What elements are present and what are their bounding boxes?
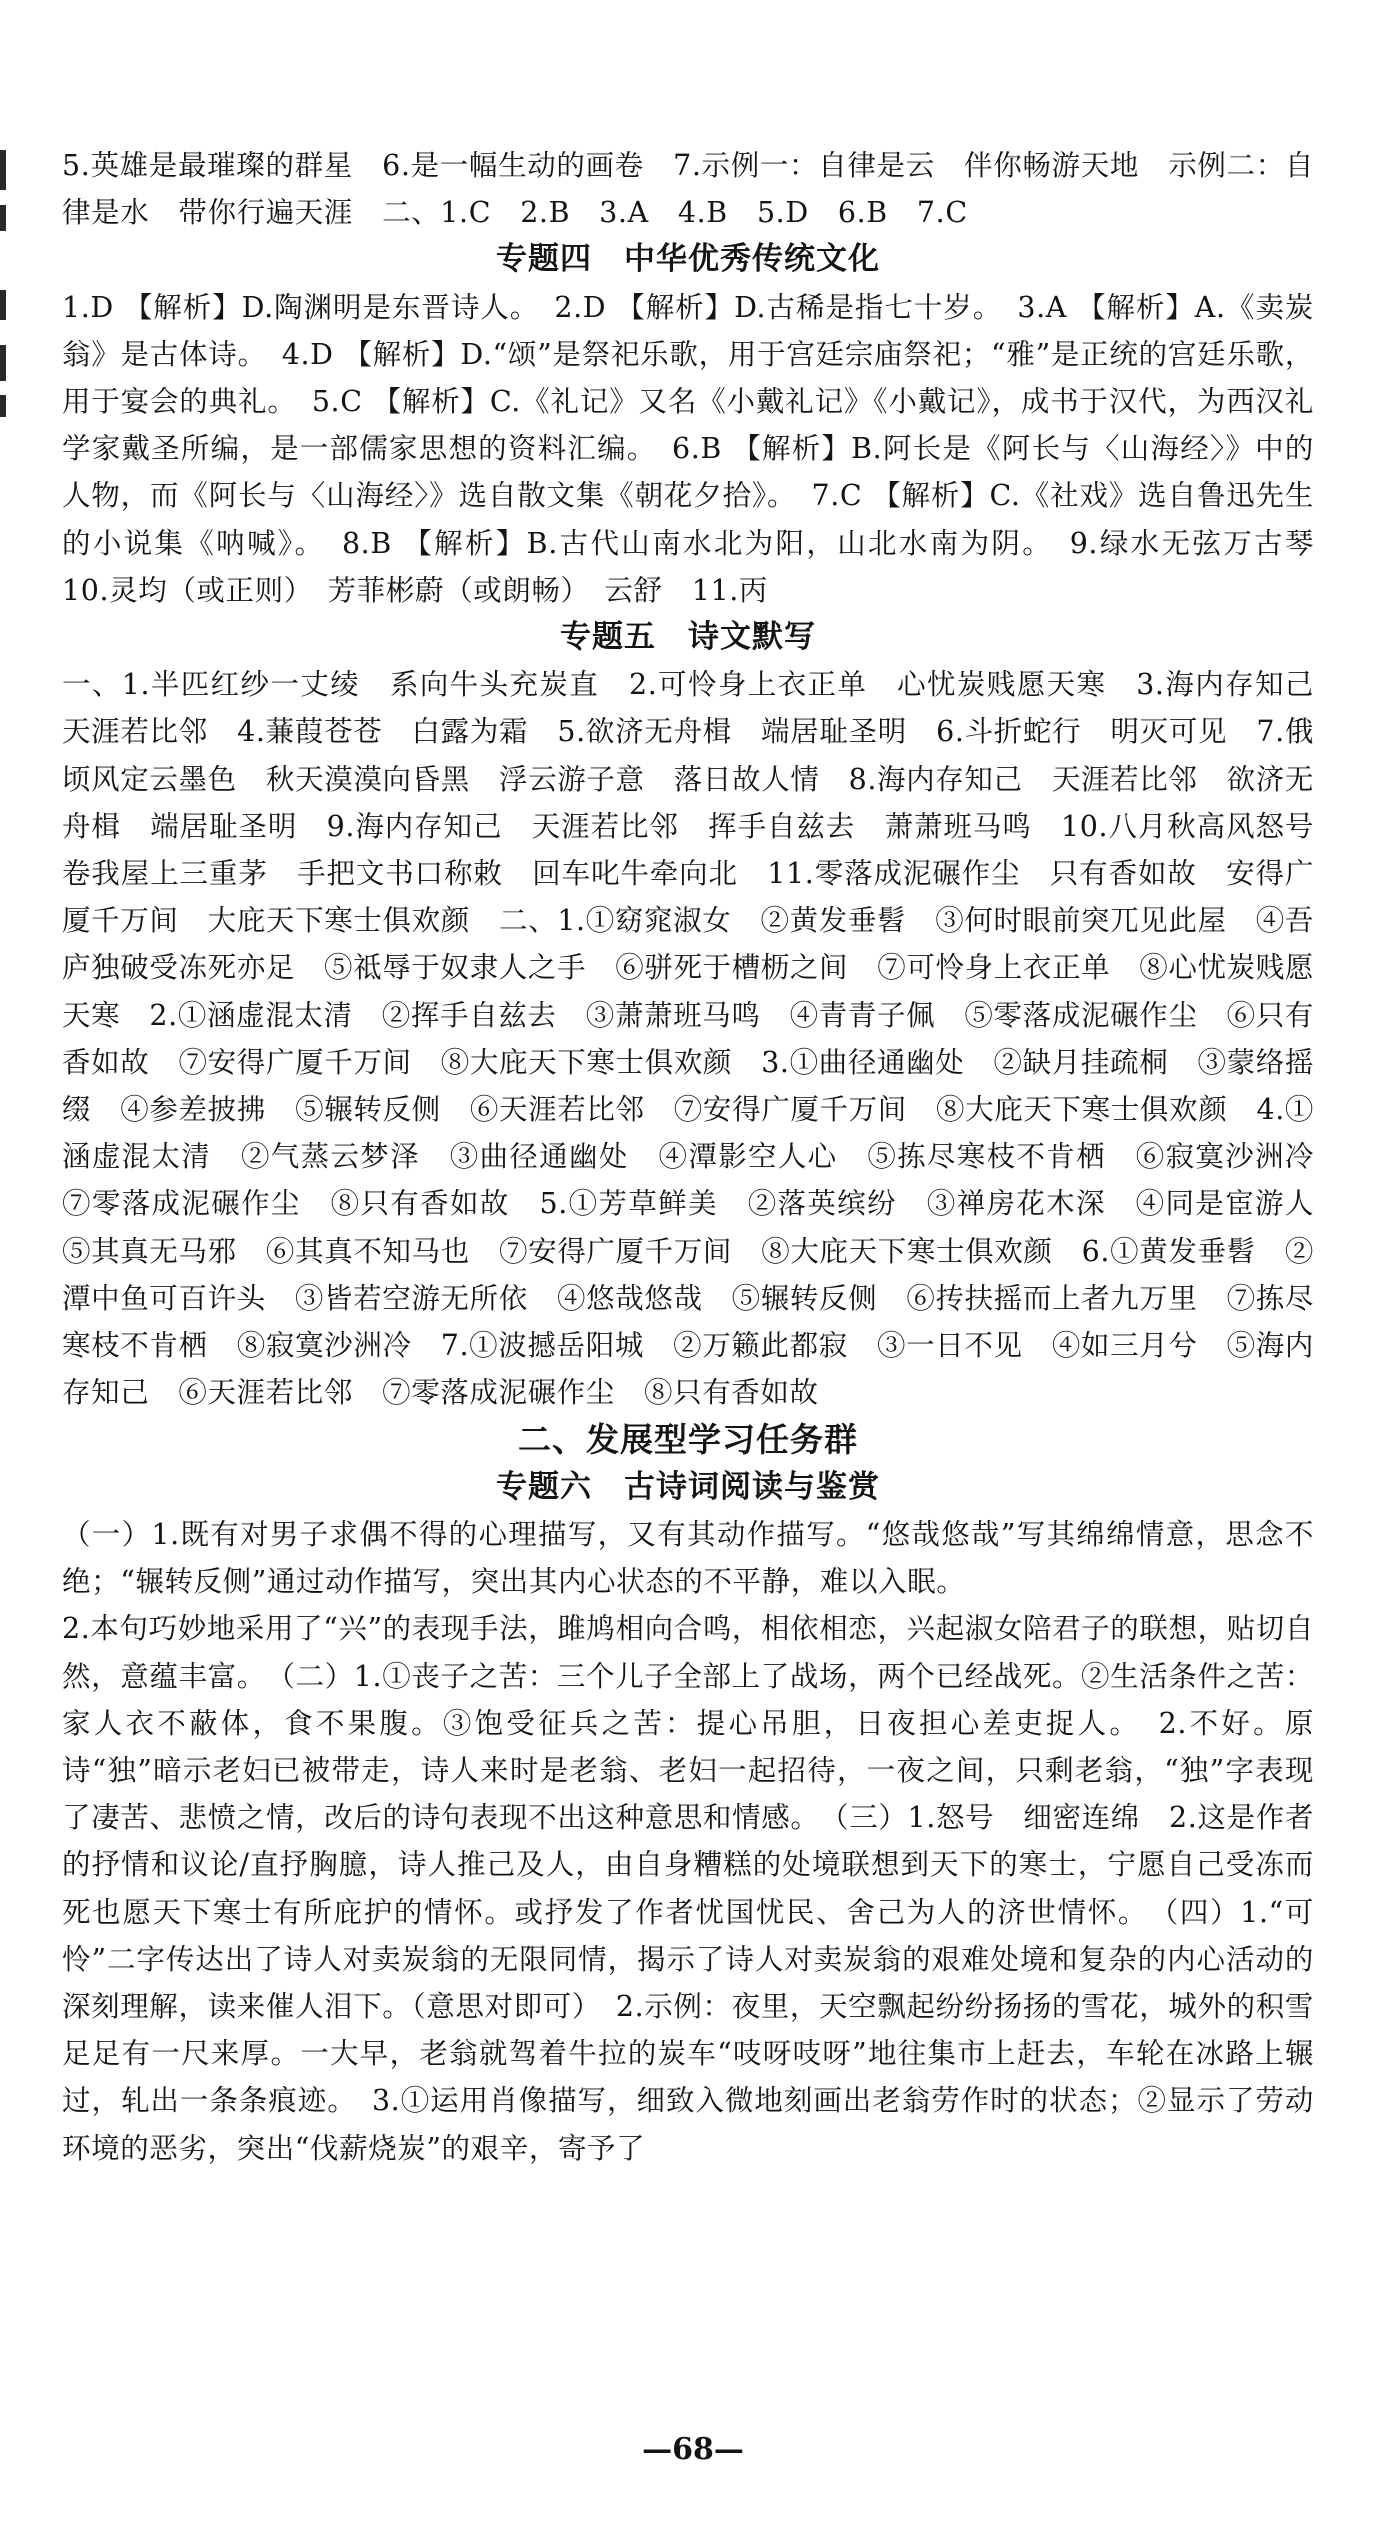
part2-heading: 二、发展型学习任务群 — [518, 1420, 858, 1460]
answers-topic4: 1.D 【解析】D.陶渊明是东晋诗人。 2.D 【解析】D.古稀是指七十岁。 3.A 【解析】A.《卖炭翁》是古体诗。 4.D 【解析】D.“颂”是祭祀乐歌，用于宫廷宗庙祭祀；“雅”是正统的宫廷乐歌，用于宴会的典礼。 5.C 【解析】C.《礼记》又名《小戴礼记》《小戴记》，成书于汉代，为西汉礼学家戴圣所编，是一部儒家思想的资料汇编。 6.B 【解析】B.阿长是《阿长与〈山海经〉》中的人物，而《阿长与〈山海经〉》选自散文集《朝花夕拾》。 7.C 【解析】C.《社戏》选自鲁迅先生的小说集《呐喊》。 8.B 【解析】B.古代山南水北为阳，山北水南为阴。 9.绿水无弦万古琴 10.灵均（或正则） 芳菲彬蔚（或朗畅） 云舒 11.丙 — [62, 290, 1344, 607]
topic4-heading: 专题四 中华优秀传统文化 — [496, 241, 880, 278]
binding-edge-mark — [0, 395, 6, 417]
binding-edge-mark — [0, 205, 6, 231]
answer-page — [62, 142, 1344, 2172]
topic5-heading: 专题五 诗文默写 — [560, 619, 816, 656]
binding-edge-mark — [0, 345, 6, 381]
answers-topic6-cont: 2.本句巧妙地采用了“兴”的表现手法，雎鸠相向合鸣，相依相恋，兴起淑女陪君子的联想，贴切自然，意蕴丰富。 （二）1.①丧子之苦：三个儿子全部上了战场，两个已经战死。②生活条件之苦：家人衣不蔽体，食不果腹。③饱受征兵之苦：提心吊胆，日夜担心差吏捉人。 2.不好。原诗“独”暗示老妇已被带走，诗人来时是老翁、老妇一起招待，一夜之间，只剩老翁，“独”字表现了凄苦、悲愤之情，改后的诗句表现不出这种意思和情感。 （三）1.怒号 细密连绵 2.这是作者的抒情和议论/直抒胸臆，诗人推己及人，由自身糟糕的处境联想到天下的寒士，宁愿自己受冻而死也愿天下寒士有所庇护的情怀。或抒发了作者忧国忧民、舍己为人的济世情怀。 （四）1.“可怜”二字传达出了诗人对卖炭翁的无限同情，揭示了诗人对卖炭翁的艰难处境和复杂的内心活动的深刻理解，读来催人泪下。（意思对即可） 2.示例：夜里，天空飘起纷纷扬扬的雪花，城外的积雪足足有一尺来厚。一大早，老翁就驾着牛拉的炭车“吱呀吱呀”地往集市上赶去，车轮在冰路上辗过，轧出一条条痕迹。 3.①运用肖像描写，细致入微地刻画出老翁劳作时的状态；②显示了劳动环境的恶劣，突出“伐薪烧炭”的艰辛，寄予了 — [62, 1612, 1314, 2165]
topic6-heading: 专题六 古诗词阅读与鉴赏 — [496, 1468, 880, 1505]
answers-topic5: 一、1.半匹红纱一丈绫 系向牛头充炭直 2.可怜身上衣正单 心忧炭贱愿天寒 3.海内存知己 天涯若比邻 4.蒹葭苍苍 白露为霜 5.欲济无舟楫 端居耻圣明 6.斗折蛇行 明灭可见 7.俄顷风定云墨色 秋天漠漠向昏黑 浮云游子意 落日故人情 8.海内存知己 天涯若比邻 欲济无舟楫 端居耻圣明 9.海内存知己 天涯若比邻 挥手自兹去 萧萧班马鸣 10.八月秋高风怒号 卷我屋上三重茅 手把文书口称敕 回车叱牛牵向北 11.零落成泥碾作尘 只有香如故 安得广厦千万间 大庇天下寒士俱欢颜 二、1.①窈窕淑女 ②黄发垂髫 ③何时眼前突兀见此屋 ④吾庐独破受冻死亦足 ⑤祗辱于奴隶人之手 ⑥骈死于槽枥之间 ⑦可怜身上衣正单 ⑧心忧炭贱愿天寒 2.①涵虚混太清 ②挥手自兹去 ③萧萧班马鸣 ④青青子佩 ⑤零落成泥碾作尘 ⑥只有香如故 ⑦安得广厦千万间 ⑧大庇天下寒士俱欢颜 3.①曲径通幽处 ②缺月挂疏桐 ③蒙络摇缀 ④参差披拂 ⑤辗转反侧 ⑥天涯若比邻 ⑦安得广厦千万间 ⑧大庇天下寒士俱欢颜 4.①涵虚混太清 ②气蒸云梦泽 ③曲径通幽处 ④潭影空人心 ⑤拣尽寒枝不肯栖 ⑥寂寞沙洲冷 ⑦零落成泥碾作尘 ⑧只有香如故 5.①芳草鲜美 ②落英缤纷 ③禅房花木深 ④同是宦游人 ⑤其真无马邪 ⑥其真不知马也 ⑦安得广厦千万间 ⑧大庇天下寒士俱欢颜 6.①黄发垂髫 ②潭中鱼可百许头 ③皆若空游无所依 ④悠哉悠哉 ⑤辗转反侧 ⑥抟扶摇而上者九万里 ⑦拣尽寒枝不肯栖 ⑧寂寞沙洲冷 7.①波撼岳阳城 ②万籁此都寂 ③一日不见 ④如三月兮 ⑤海内存知己 ⑥天涯若比邻 ⑦零落成泥碾作尘 ⑧只有香如故 — [62, 668, 1344, 1410]
binding-edge-mark — [0, 290, 6, 320]
page-number: —68— — [642, 2432, 744, 2467]
answers-topic6: （一）1.既有对男子求偶不得的心理描写，又有其动作描写。“悠哉悠哉”写其绵绵情意，思念不绝；“辗转反侧”通过动作描写，突出其内心状态的不平静，难以入眠。 — [62, 1517, 1314, 1599]
binding-edge-mark — [0, 150, 6, 190]
answers-topic3-tail: 5.英雄是最璀璨的群星 6.是一幅生动的画卷 7.示例一：自律是云 伴你畅游天地 示例二：自律是水 带你行遍天涯 二、1.C 2.B 3.A 4.B 5.D 6.B 7.C — [62, 149, 1314, 230]
